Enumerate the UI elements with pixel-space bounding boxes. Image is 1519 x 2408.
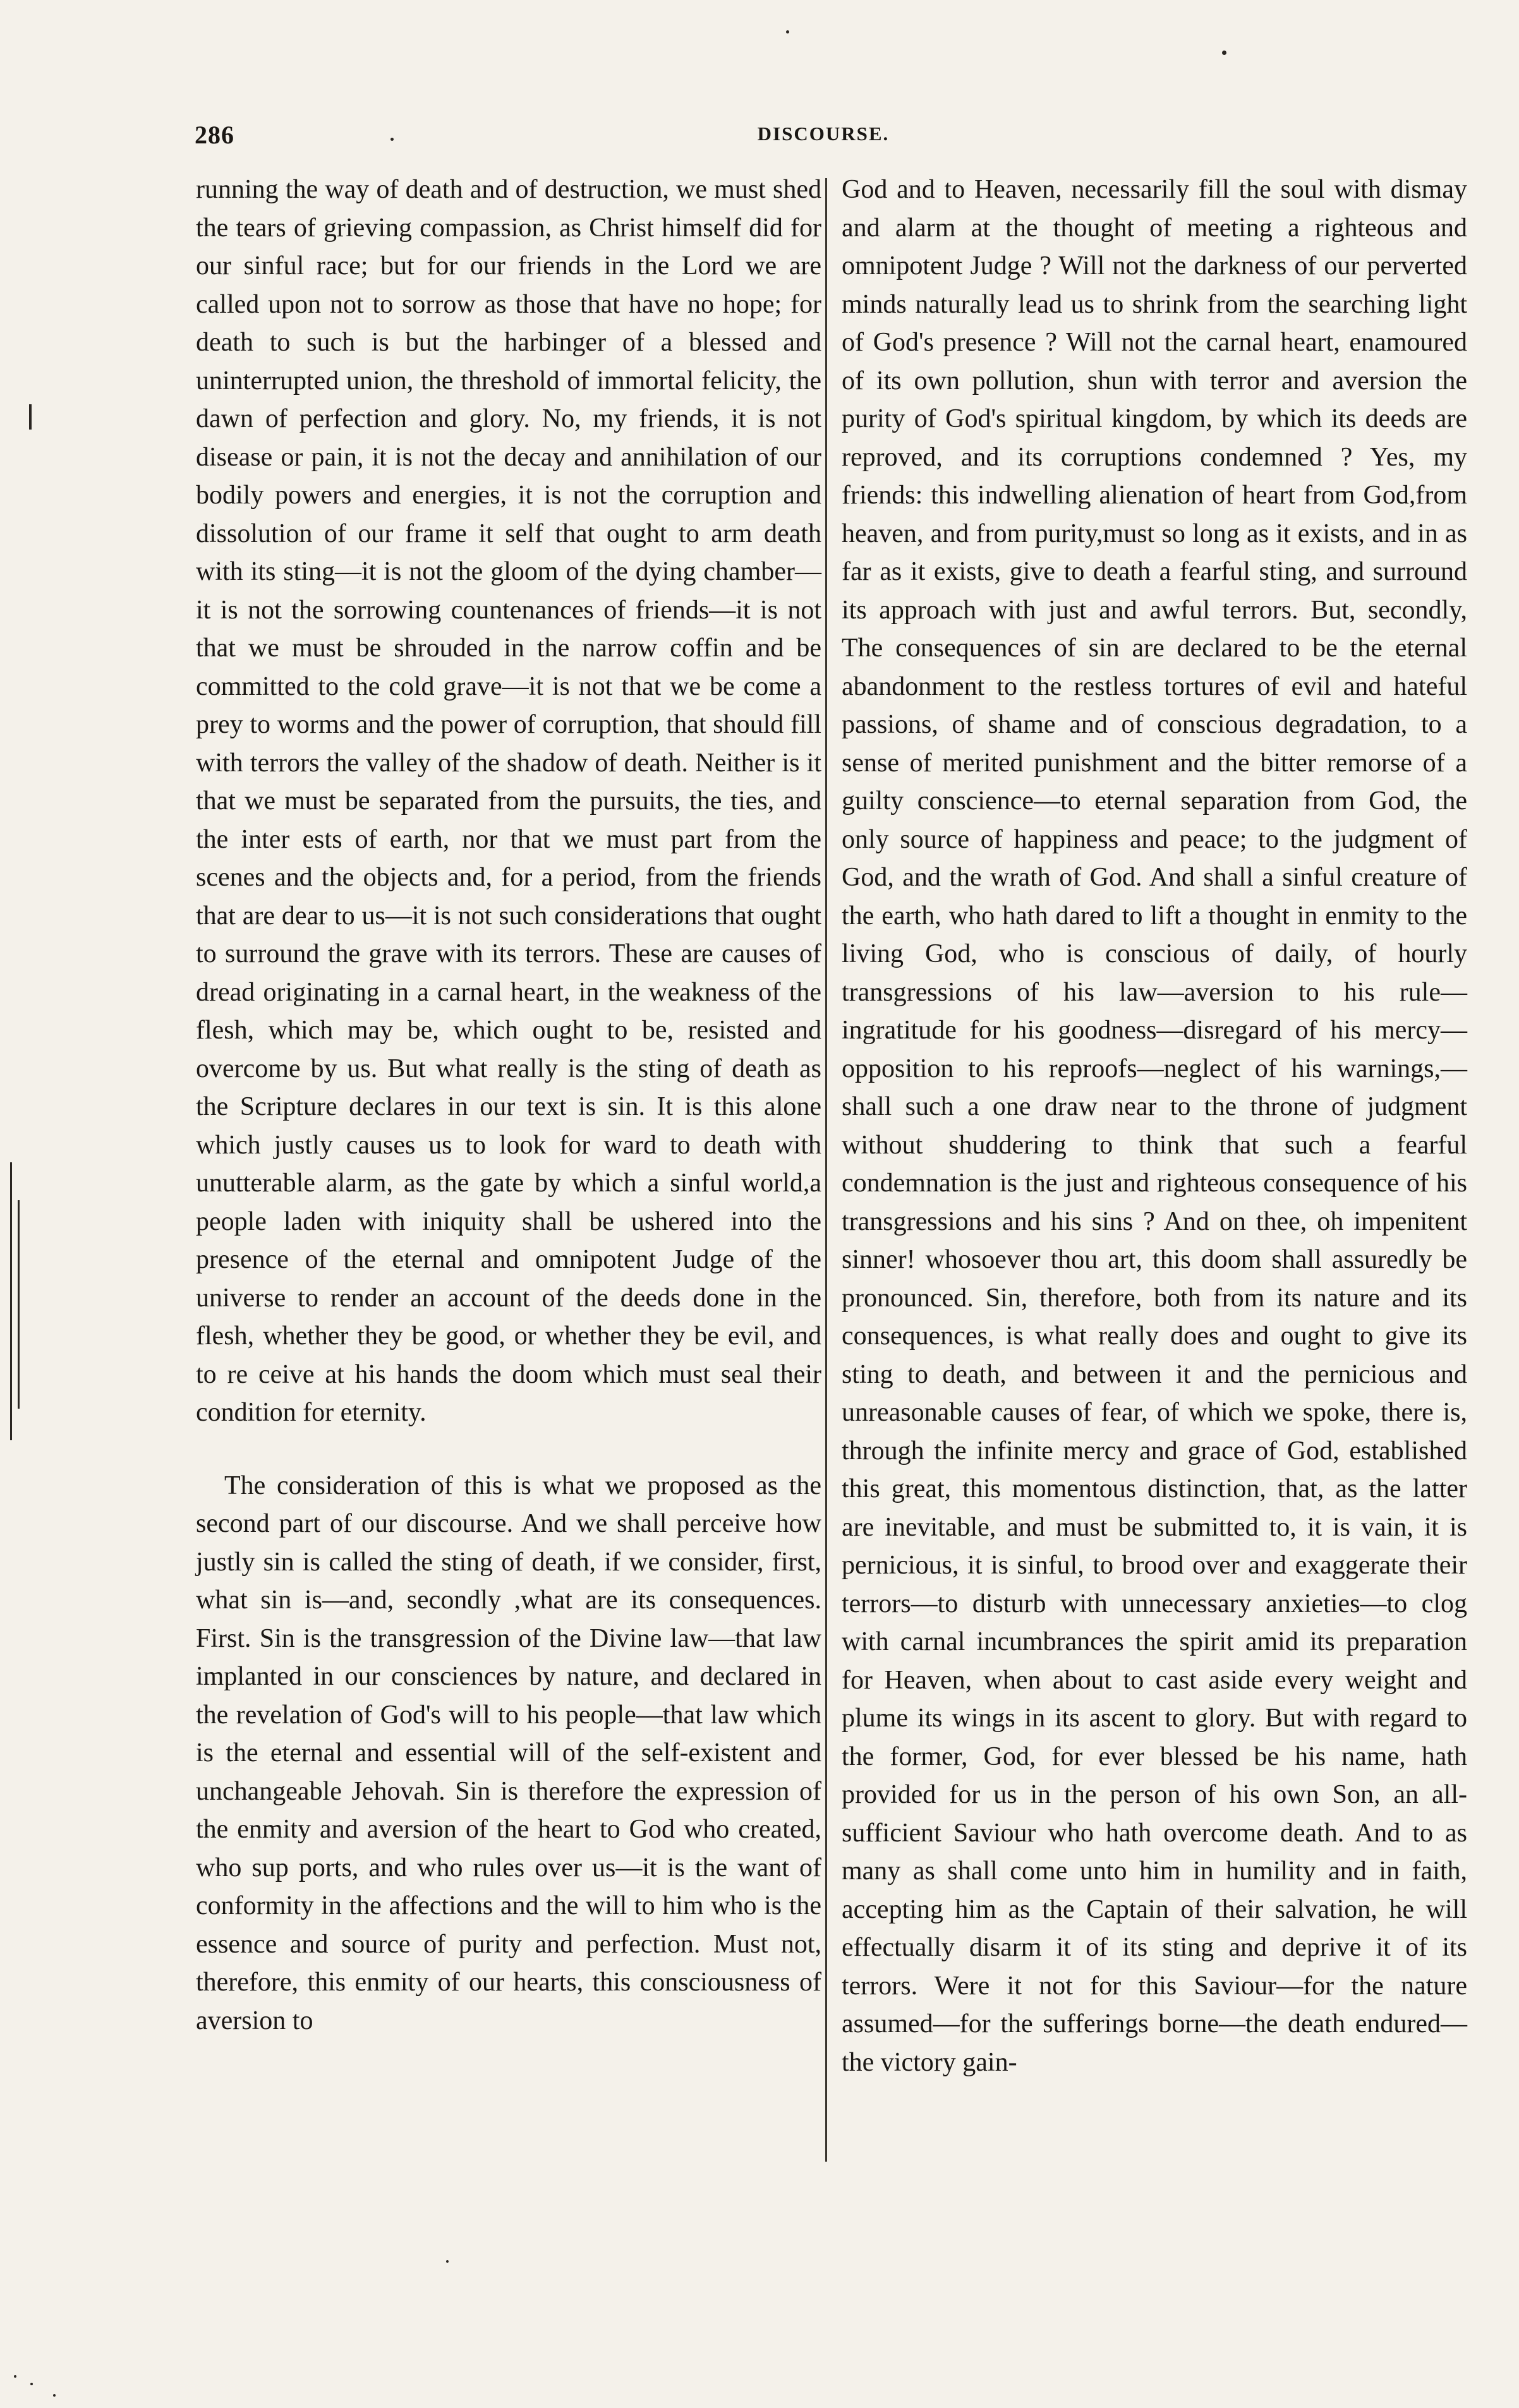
page-header — [195, 120, 1452, 158]
ink-speck — [14, 2375, 16, 2378]
ink-speck — [446, 2260, 449, 2263]
ink-speck — [30, 2383, 33, 2385]
margin-mark — [29, 404, 32, 430]
margin-mark — [18, 1200, 20, 1409]
paragraph: running the way of death and of destruction, we must shed the tears of grieving compassion, as Christ himself did for our sinful race; but for our friends in the Lord we are called upon not to sorrow as those that have no hope; for death to such is but the harbinger of a blessed and uninterrupted union, the threshold of immortal felicity, the dawn of perfection and glory. No, my friends, it is not disease or pain, it is not the decay and annihilation of our bodily powers and energies, it is not the corruption and dissolution of our frame it self that ought to arm death with its sting—it is not the gloom of the dying chamber—it is not the sorrowing countenances of friends—it is not that we must be shrouded in the narrow coffin and be committed to the cold grave—it is not that we be come a prey to worms and the power of corruption, that should fill with terrors the valley of the shadow of death. Neither is it that we must be separated from the pursuits, the ties, and the inter ests of earth, nor that we must part from the scenes and the objects and, for a period, from the friends that are dear to us—it is not such considerations that ought to surround the grave with its terrors. These are causes of dread originating in a carnal heart, in the weakness of the flesh, which may be, which ought to be, resisted and overcome by us. But what really is the sting of death as the Scripture declares in our text is sin. It is this alone which justly causes us to look for ward to death with unutterable alarm, as the gate by which a sinful world,a people laden with iniquity shall be ushered into the presence of the eternal and omnipotent Judge of the universe to render an account of the deeds done in the flesh, whether they be good, or whether they be evil, and to re ceive at his hands the doom which must seal their condition for eternity. — [196, 175, 821, 1427]
right-column — [842, 171, 1467, 2081]
paragraph: God and to Heaven, necessarily fill the soul with dismay and alarm at the thought of meeting a righteous and omnipotent Judge ? Will not the darkness of our perverted minds naturally lead us to shrink from the searching light of God's presence ? Will not the carnal heart, enamoured of its own pollution, shun with terror and aversion the purity of God's spiritual kingdom, by which its deeds are reproved, and its corruptions condemned ? Yes, my friends: this indwelling alienation of heart from God,from heaven, and from purity,must so long as it exists, and in as far as it exists, give to death a fearful sting, and surround its approach with just and awful terrors. But, secondly, The consequences of sin are declared to be the eternal abandonment to the restless tortures of evil and hateful passions, of shame and of conscious degradation, to a sense of merited punishment and the bitter remorse of a guilty conscience—to eternal separation from God, the only source of happiness and peace; to the judgment of God, and the wrath of God. And shall a sinful creature of the earth, who hath dared to lift a thought in enmity to the living God, who is conscious of daily, of hourly transgressions of his law—aversion to his rule—ingratitude for his goodness—disregard of his mercy—opposition to his reproofs—neglect of his warnings,—shall such a one draw near to the throne of judgment without shuddering to think that such a fearful condemnation is the just and righteous consequence of his transgressions and his sins ? And on thee, oh impenitent sinner! whosoever thou art, this doom shall assuredly be pronounced. Sin, therefore, both from its nature and its consequences, is what really does and ought to give its sting to death, and between it and the pernicious and unreasonable causes of fear, of which we spoke, there is, through the infinite mercy and grace of God, established this great, this momentous distinction, that, as the latter are inevitable, and must be submitted to, it is vain, it is pernicious, it is sinful, to brood over and exaggerate their terrors—to disturb with unnecessary anxieties—to clog with carnal incumbrances the spirit amid its preparation for Heaven, when about to cast aside every weight and plume its wings in its ascent to glory. But with regard to the former, God, for ever blessed be his name, hath provided for us in the person of his own Son, an all-sufficient Saviour who hath overcome death. And to as many as shall come unto him in humility and in faith, accepting him as the Captain of their salvation, he will effectually disarm it of its sting and deprive it of its terrors. Were it not for this Saviour—for the nature assumed—for the sufferings borne—the death endured—the victory gain- — [842, 175, 1467, 2077]
column-divider — [825, 178, 827, 2162]
running-title: DISCOURSE. — [757, 123, 890, 145]
ink-speck — [1222, 51, 1226, 55]
left-column — [196, 171, 821, 2040]
ink-speck — [786, 30, 789, 33]
page-number: 286 — [195, 121, 234, 149]
paragraph: The consideration of this is what we proposed as the second part of our discourse. And we shall perceive how justly sin is called the sting of death, if we consider, first, what sin is—and, secondly ,what are its consequences. First. Sin is the transgression of the Divine law—that law implanted in our consciences by nature, and declared in the revelation of God's will to his people—that law which is the eternal and essential will of the self-existent and unchangeable Jehovah. Sin is therefore the expression of the enmity and aversion of the heart to God who created, who sup ports, and who rules over us—it is the want of conformity in the affections and the will to him who is the essence and source of purity and perfection. Must not, therefore, this enmity of our hearts, this consciousness of aversion to — [196, 1471, 821, 2035]
margin-mark — [10, 1162, 12, 1440]
ink-speck — [53, 2394, 56, 2397]
ink-speck — [390, 138, 394, 141]
